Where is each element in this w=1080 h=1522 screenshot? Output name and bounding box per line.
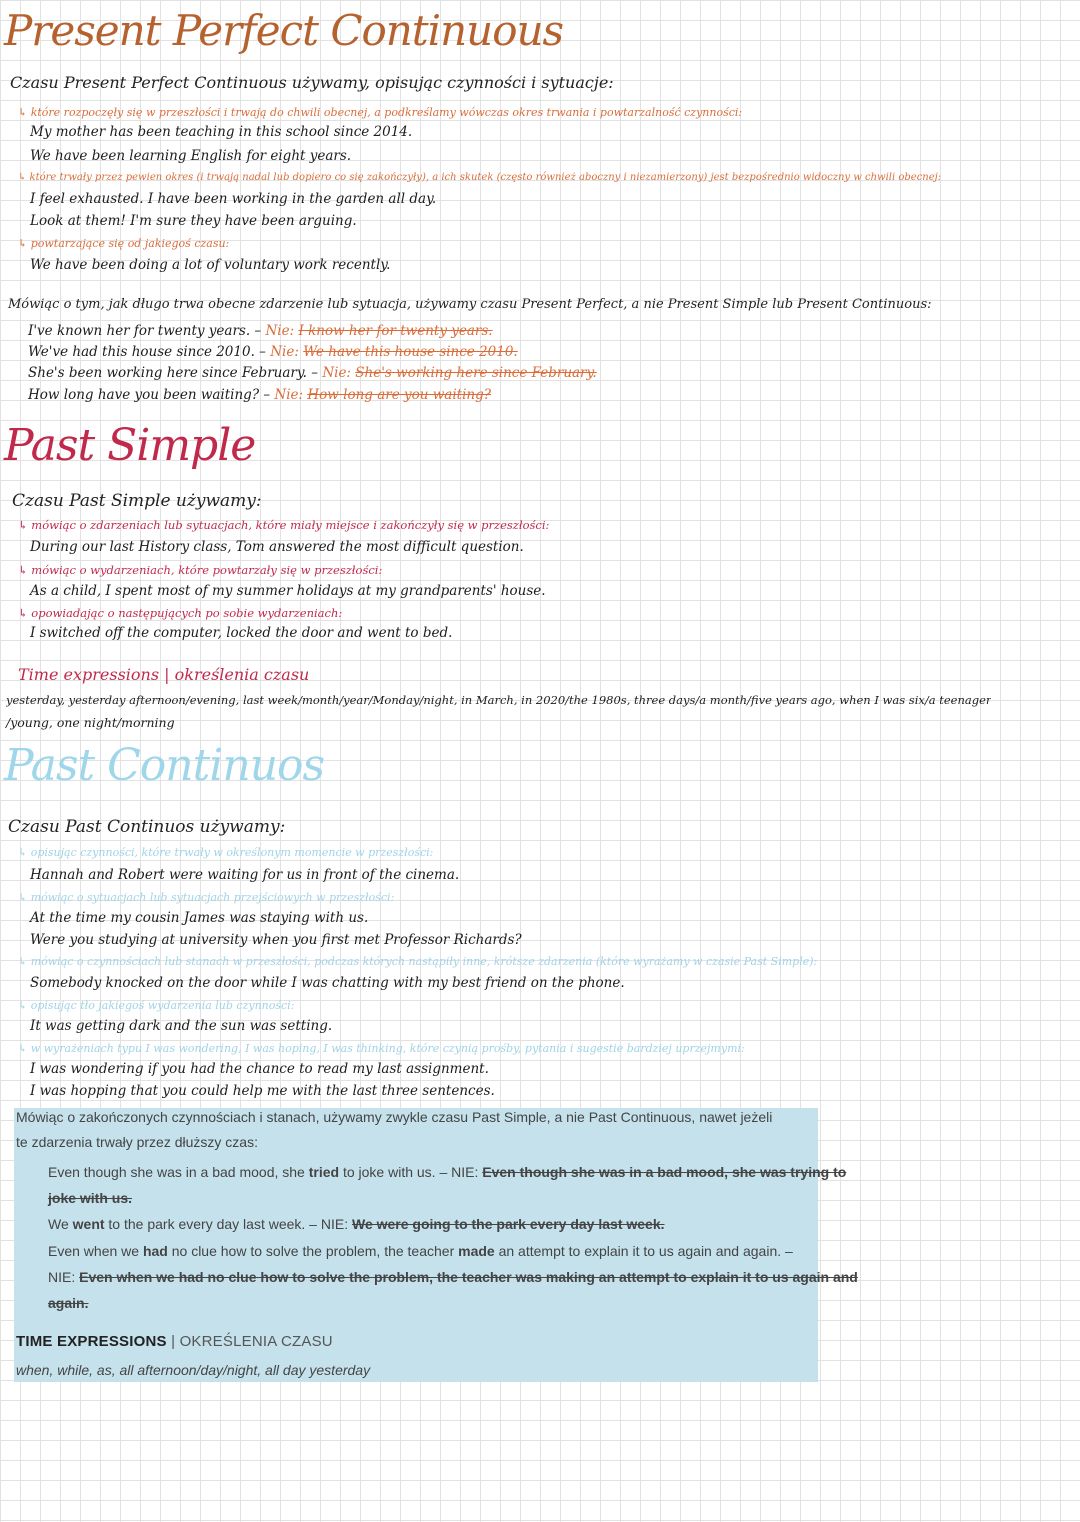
box-ex3-part-e: an attempt to explain it to us again and again. – bbox=[494, 1243, 793, 1259]
box-ex1-wrong-cont: joke with us. bbox=[48, 1190, 133, 1206]
box-time-expressions-body: when, while, as, all afternoon/day/night, all day yesterday bbox=[16, 1362, 371, 1378]
box-ex3-wrong-cont: again. bbox=[48, 1295, 89, 1311]
ps-time-expressions-1: yesterday, yesterday afternoon/evening, last week/month/year/Monday/night, in March, in 2020/the 1980s, three days/a month/five years ago, when I was six/a teenager bbox=[6, 694, 992, 707]
box-ex1-part-c: to joke with us. – NIE: bbox=[339, 1164, 483, 1180]
box-paragraph-line-2: te zdarzenia trwały przez dłuższy czas: bbox=[16, 1134, 258, 1150]
ppc-nie-2-correct: We've had this house since 2010. – bbox=[28, 344, 266, 360]
pc-example-7: I was hopping that you could help me with the last three sentences. bbox=[30, 1083, 495, 1099]
pc-example-6: I was wondering if you had the chance to read my last assignment. bbox=[30, 1061, 489, 1077]
pc-title: Past Continuos bbox=[4, 740, 325, 791]
pc-bullet-4: ↳ opisując tło jakiegoś wydarzenia lub czynności: bbox=[18, 999, 295, 1012]
ppc-intro: Czasu Present Perfect Continuous używamy, opisując czynności i sytuacje: bbox=[10, 73, 614, 92]
ppc-nie-1-label: Nie: bbox=[265, 323, 295, 339]
ppc-nie-row-1 bbox=[28, 324, 493, 339]
ppc-title: Present Perfect Continuous bbox=[4, 6, 564, 55]
ps-example-3: I switched off the computer, locked the door and went to bed. bbox=[30, 625, 453, 641]
box-te-heading-en: TIME EXPRESSIONS bbox=[16, 1333, 167, 1350]
ppc-bullet-2: ↳ które trwały przez pewien okres (i trwają nadal lub dopiero co się zakończyły), a ich skutek (często również aboczny i niezamierzony) jest bezpośrednio widoczny w chwili obecnej: bbox=[18, 172, 942, 183]
pc-example-2: At the time my cousin James was staying with us. bbox=[30, 910, 369, 926]
box-example-2 bbox=[48, 1216, 665, 1232]
pc-example-3: Were you studying at university when you first met Professor Richards? bbox=[30, 932, 522, 948]
pc-bullet-1: ↳ opisując czynności, które trwały w określonym momencie w przeszłości: bbox=[18, 846, 434, 859]
ppc-example-4: Look at them! I'm sure they have been arguing. bbox=[30, 213, 357, 229]
ps-bullet-1: ↳ mówiąc o zdarzeniach lub sytuacjach, które miały miejsce i zakończyły się w przeszłości: bbox=[18, 518, 550, 532]
box-ex2-part-a: We bbox=[48, 1216, 73, 1232]
box-ex1-verb: tried bbox=[308, 1164, 340, 1180]
box-ex1-wrong: Even though she was in a bad mood, she was trying to bbox=[482, 1164, 847, 1180]
box-ex3-nie-label: NIE: bbox=[48, 1269, 80, 1285]
ppc-nie-1-wrong: I know her for twenty years. bbox=[298, 323, 493, 339]
box-example-3 bbox=[48, 1243, 793, 1259]
ppc-intro-2: Mówiąc o tym, jak długo trwa obecne zdarzenie lub sytuacja, używamy czasu Present Perfect, a nie Present Simple lub Present Continuous: bbox=[8, 297, 932, 312]
ppc-nie-3-wrong: She's working here since February. bbox=[355, 365, 597, 381]
ppc-nie-4-correct: How long have you been waiting? – bbox=[28, 387, 271, 403]
ppc-example-5: We have been doing a lot of voluntary work recently. bbox=[30, 257, 391, 273]
ppc-bullet-3: ↳ powtarzające się od jakiegoś czasu: bbox=[18, 237, 230, 250]
ppc-bullet-1: ↳ które rozpoczęły się w przeszłości i trwają do chwili obecnej, a podkreślamy wówczas okres trwania i powtarzalność czynności: bbox=[18, 106, 743, 119]
box-example-1-cont bbox=[48, 1190, 132, 1206]
ps-example-2: As a child, I spent most of my summer holidays at my grandparents' house. bbox=[30, 583, 546, 599]
pc-bullet-2: ↳ mówiąc o sytuacjach lub sytuacjach przejściowych w przeszłości: bbox=[18, 891, 395, 904]
box-example-3-nie-cont bbox=[48, 1295, 88, 1311]
box-ex3-verb-2: made bbox=[458, 1243, 495, 1259]
pc-bullet-3: ↳ mówiąc o czynnościach lub stanach w przeszłości, podczas których nastąpiły inne, krótsze zdarzenia (które wyrażamy w czasie Past Simple): bbox=[18, 955, 818, 968]
pc-example-4: Somebody knocked on the door while I was chatting with my best friend on the phone. bbox=[30, 975, 625, 991]
ppc-nie-row-3 bbox=[28, 366, 597, 381]
box-ex3-verb-1: had bbox=[142, 1243, 168, 1259]
box-ex2-part-c: to the park every day last week. – NIE: bbox=[104, 1216, 352, 1232]
ps-bullet-3: ↳ opowiadając o następujących po sobie wydarzeniach: bbox=[18, 606, 343, 620]
ps-title: Past Simple bbox=[4, 420, 256, 471]
ps-time-expressions-2: /young, one night/morning bbox=[6, 715, 175, 730]
box-ex3-wrong: Even when we had no clue how to solve the problem, the teacher was making an attempt to explain it to us again and bbox=[79, 1269, 858, 1285]
ppc-nie-4-wrong: How long are you waiting? bbox=[307, 387, 491, 403]
ps-example-1: During our last History class, Tom answered the most difficult question. bbox=[30, 539, 524, 555]
box-te-heading-pl: | OKREŚLENIA CZASU bbox=[166, 1333, 333, 1350]
box-example-1 bbox=[48, 1164, 846, 1180]
ppc-nie-row-4 bbox=[28, 388, 491, 403]
ps-intro: Czasu Past Simple używamy: bbox=[12, 491, 262, 511]
box-example-3-nie bbox=[48, 1269, 858, 1285]
ps-bullet-2: ↳ mówiąc o wydarzeniach, które powtarzały się w przeszłości: bbox=[18, 563, 383, 577]
ppc-example-3: I feel exhausted. I have been working in the garden all day. bbox=[30, 191, 437, 207]
ppc-nie-3-label: Nie: bbox=[322, 365, 351, 381]
ppc-nie-2-wrong: We have this house since 2010. bbox=[303, 344, 518, 360]
box-time-expressions-heading bbox=[16, 1333, 333, 1350]
pc-bullet-5: ↳ w wyrażeniach typu I was wondering, I was hoping, I was thinking, które czynią prośby, pytania i sugestie bardziej uprzejmymi: bbox=[18, 1042, 745, 1055]
ppc-nie-4-label: Nie: bbox=[274, 387, 304, 403]
box-paragraph-line-1: Mówiąc o zakończonych czynnościach i stanach, używamy zwykle czasu Past Simple, a nie Past Continuous, nawet jeżeli bbox=[16, 1109, 773, 1125]
box-ex2-verb: went bbox=[72, 1216, 105, 1232]
ppc-nie-1-correct: I've known her for twenty years. – bbox=[28, 323, 262, 339]
ppc-example-2: We have been learning English for eight years. bbox=[30, 148, 352, 164]
pc-example-5: It was getting dark and the sun was setting. bbox=[30, 1018, 333, 1034]
ppc-nie-3-correct: She's been working here since February. – bbox=[28, 365, 319, 381]
box-ex1-part-a: Even though she was in a bad mood, she bbox=[48, 1164, 309, 1180]
ppc-nie-2-label: Nie: bbox=[270, 344, 299, 360]
ppc-example-1: My mother has been teaching in this school since 2014. bbox=[30, 124, 413, 140]
pc-intro: Czasu Past Continuos używamy: bbox=[8, 817, 286, 837]
box-ex3-part-a: Even when we bbox=[48, 1243, 143, 1259]
pc-example-1: Hannah and Robert were waiting for us in front of the cinema. bbox=[30, 867, 460, 883]
box-ex2-wrong: We were going to the park every day last week. bbox=[351, 1216, 665, 1232]
ppc-nie-row-2 bbox=[28, 345, 518, 360]
ps-time-expressions-heading: Time expressions | określenia czasu bbox=[18, 665, 310, 684]
box-ex3-part-c: no clue how to solve the problem, the teacher bbox=[167, 1243, 459, 1259]
